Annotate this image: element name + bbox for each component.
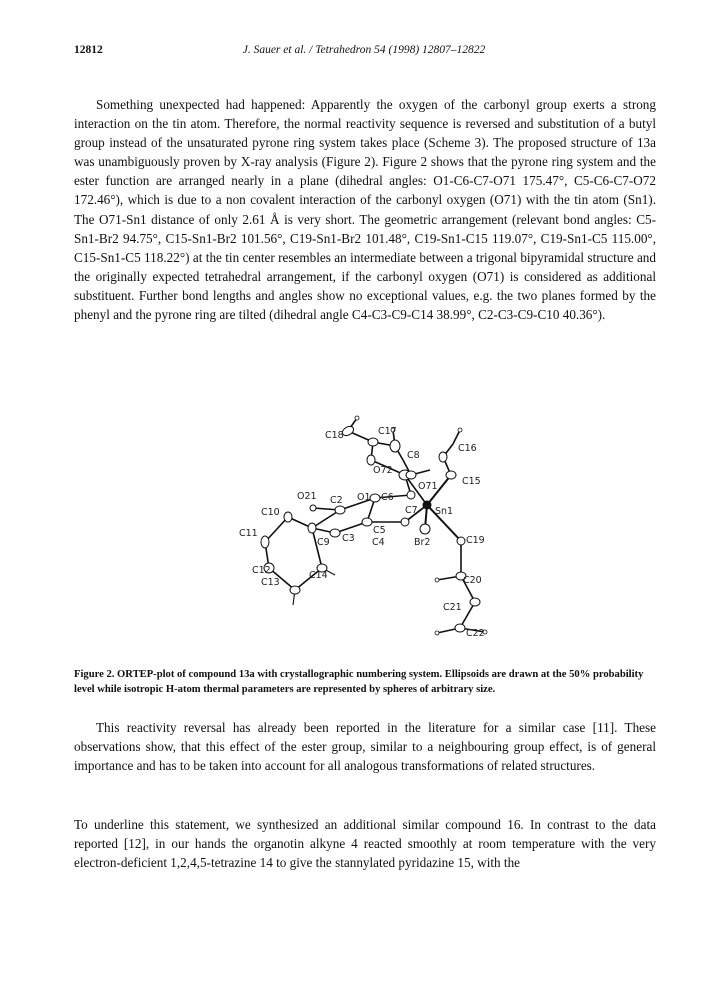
figure-caption: Figure 2. ORTEP-plot of compound 13a with crystallographic numbering system. Ellipsoids are drawn at the 50% probability level while isotropic H-atom thermal parameters are represented by spheres of arbitrary size. <box>74 669 644 695</box>
atom-label-c2: C2 <box>330 495 343 506</box>
atom-label-c14: C14 <box>309 570 328 581</box>
atom-label-c16: C16 <box>458 443 477 454</box>
running-header <box>74 44 654 64</box>
atom-label-c17: C17 <box>378 426 397 437</box>
atom-label-c3: C3 <box>342 533 355 544</box>
page-number: 12812 <box>74 44 103 56</box>
atom-label-c6: C6 <box>381 492 394 503</box>
atom-label-c8: C8 <box>407 450 420 461</box>
atom-label-o1: O1 <box>357 492 371 503</box>
atom-label-c13: C13 <box>261 577 280 588</box>
atom-label-o71: O71 <box>418 481 438 492</box>
atom-label-c22: C22 <box>466 628 485 639</box>
ortep-figure <box>239 400 525 652</box>
atom-label-c11: C11 <box>239 528 258 539</box>
paragraph-xray-analysis: Something unexpected had happened: Apparently the oxygen of the carbonyl group exerts a strong interaction on the tin atom. Therefore, the normal reactivity sequence is reversed and substitution of a butyl group instead of the unsaturated pyrone ring system takes place (Scheme 3). The proposed structure of 13a was unambiguously proven by X-ray analysis (Figure 2). Figure 2 shows that the pyrone ring system and the ester function are arranged nearly in a plane (dihedral angles: O1-C6-C7-O71 175.47°, C5-C6-C7-O72 172.46°), which is due to a non covalent interaction of the carbonyl oxygen (O71) with the tin atom (Sn1). The O71-Sn1 distance of only 2.61 Å is very short. The geometric arrangement (relevant bond angles: C5-Sn1-Br2 94.75°, C15-Sn1-Br2 101.56°, C19-Sn1-Br2 101.48°, C19-Sn1-C15 119.07°, C19-Sn1-C5 115.00°, C15-Sn1-C5 118.22°) at the tin center resembles an intermediate between a trigonal bipyramidal structure and the originally expected tetrahedral arrangement, if the carbonyl oxygen (O71) is considered as additional substituent. Further bond lengths and angles show no exceptional values, e.g. the two planes formed by the phenyl and the pyrone ring are tilted (dihedral angle C4-C3-C9-C14 38.99°, C2-C3-C9-C10 40.36°). <box>74 97 656 323</box>
atom-label-c5: C5 <box>373 525 386 536</box>
running-title: J. Sauer et al. / Tetrahedron 54 (1998) 12807–12822 <box>242 44 486 56</box>
paragraph-compound-16: To underline this statement, we synthesized an additional similar compound 16. In contrast to the data reported [12], in our hands the organotin alkyne 4 reacted smoothly at room temperature with the very electron-deficient 1,2,4,5-tetrazine 14 to give the stannylated pyridazine 15, with the <box>74 817 656 871</box>
atom-labels <box>239 426 485 639</box>
atom-label-sn1: Sn1 <box>435 506 454 517</box>
atom-label-c4: C4 <box>372 537 385 548</box>
atom-label-c10: C10 <box>261 507 280 518</box>
atom-label-c20: C20 <box>463 575 482 586</box>
atom-label-c7: C7 <box>405 505 418 516</box>
atom-label-c21: C21 <box>443 602 462 613</box>
atom-label-c12: C12 <box>252 565 271 576</box>
paragraph-reactivity-reversal: This reactivity reversal has already been reported in the literature for a similar case [11]. These observations show, that this effect of the ester group, similar to a neighbouring group effect, is of general importance and has to be taken into account for all analogous transformations of related structures. <box>74 720 656 774</box>
atom-label-c18: C18 <box>325 430 344 441</box>
ortep-plot-diagram <box>239 400 525 652</box>
atom-label-c19: C19 <box>466 535 485 546</box>
atom-label-br2: Br2 <box>414 537 431 548</box>
atom-label-o21: O21 <box>297 491 317 502</box>
atom-label-o72: O72 <box>373 465 393 476</box>
atom-label-c9: C9 <box>317 537 330 548</box>
atom-label-c15: C15 <box>462 476 481 487</box>
